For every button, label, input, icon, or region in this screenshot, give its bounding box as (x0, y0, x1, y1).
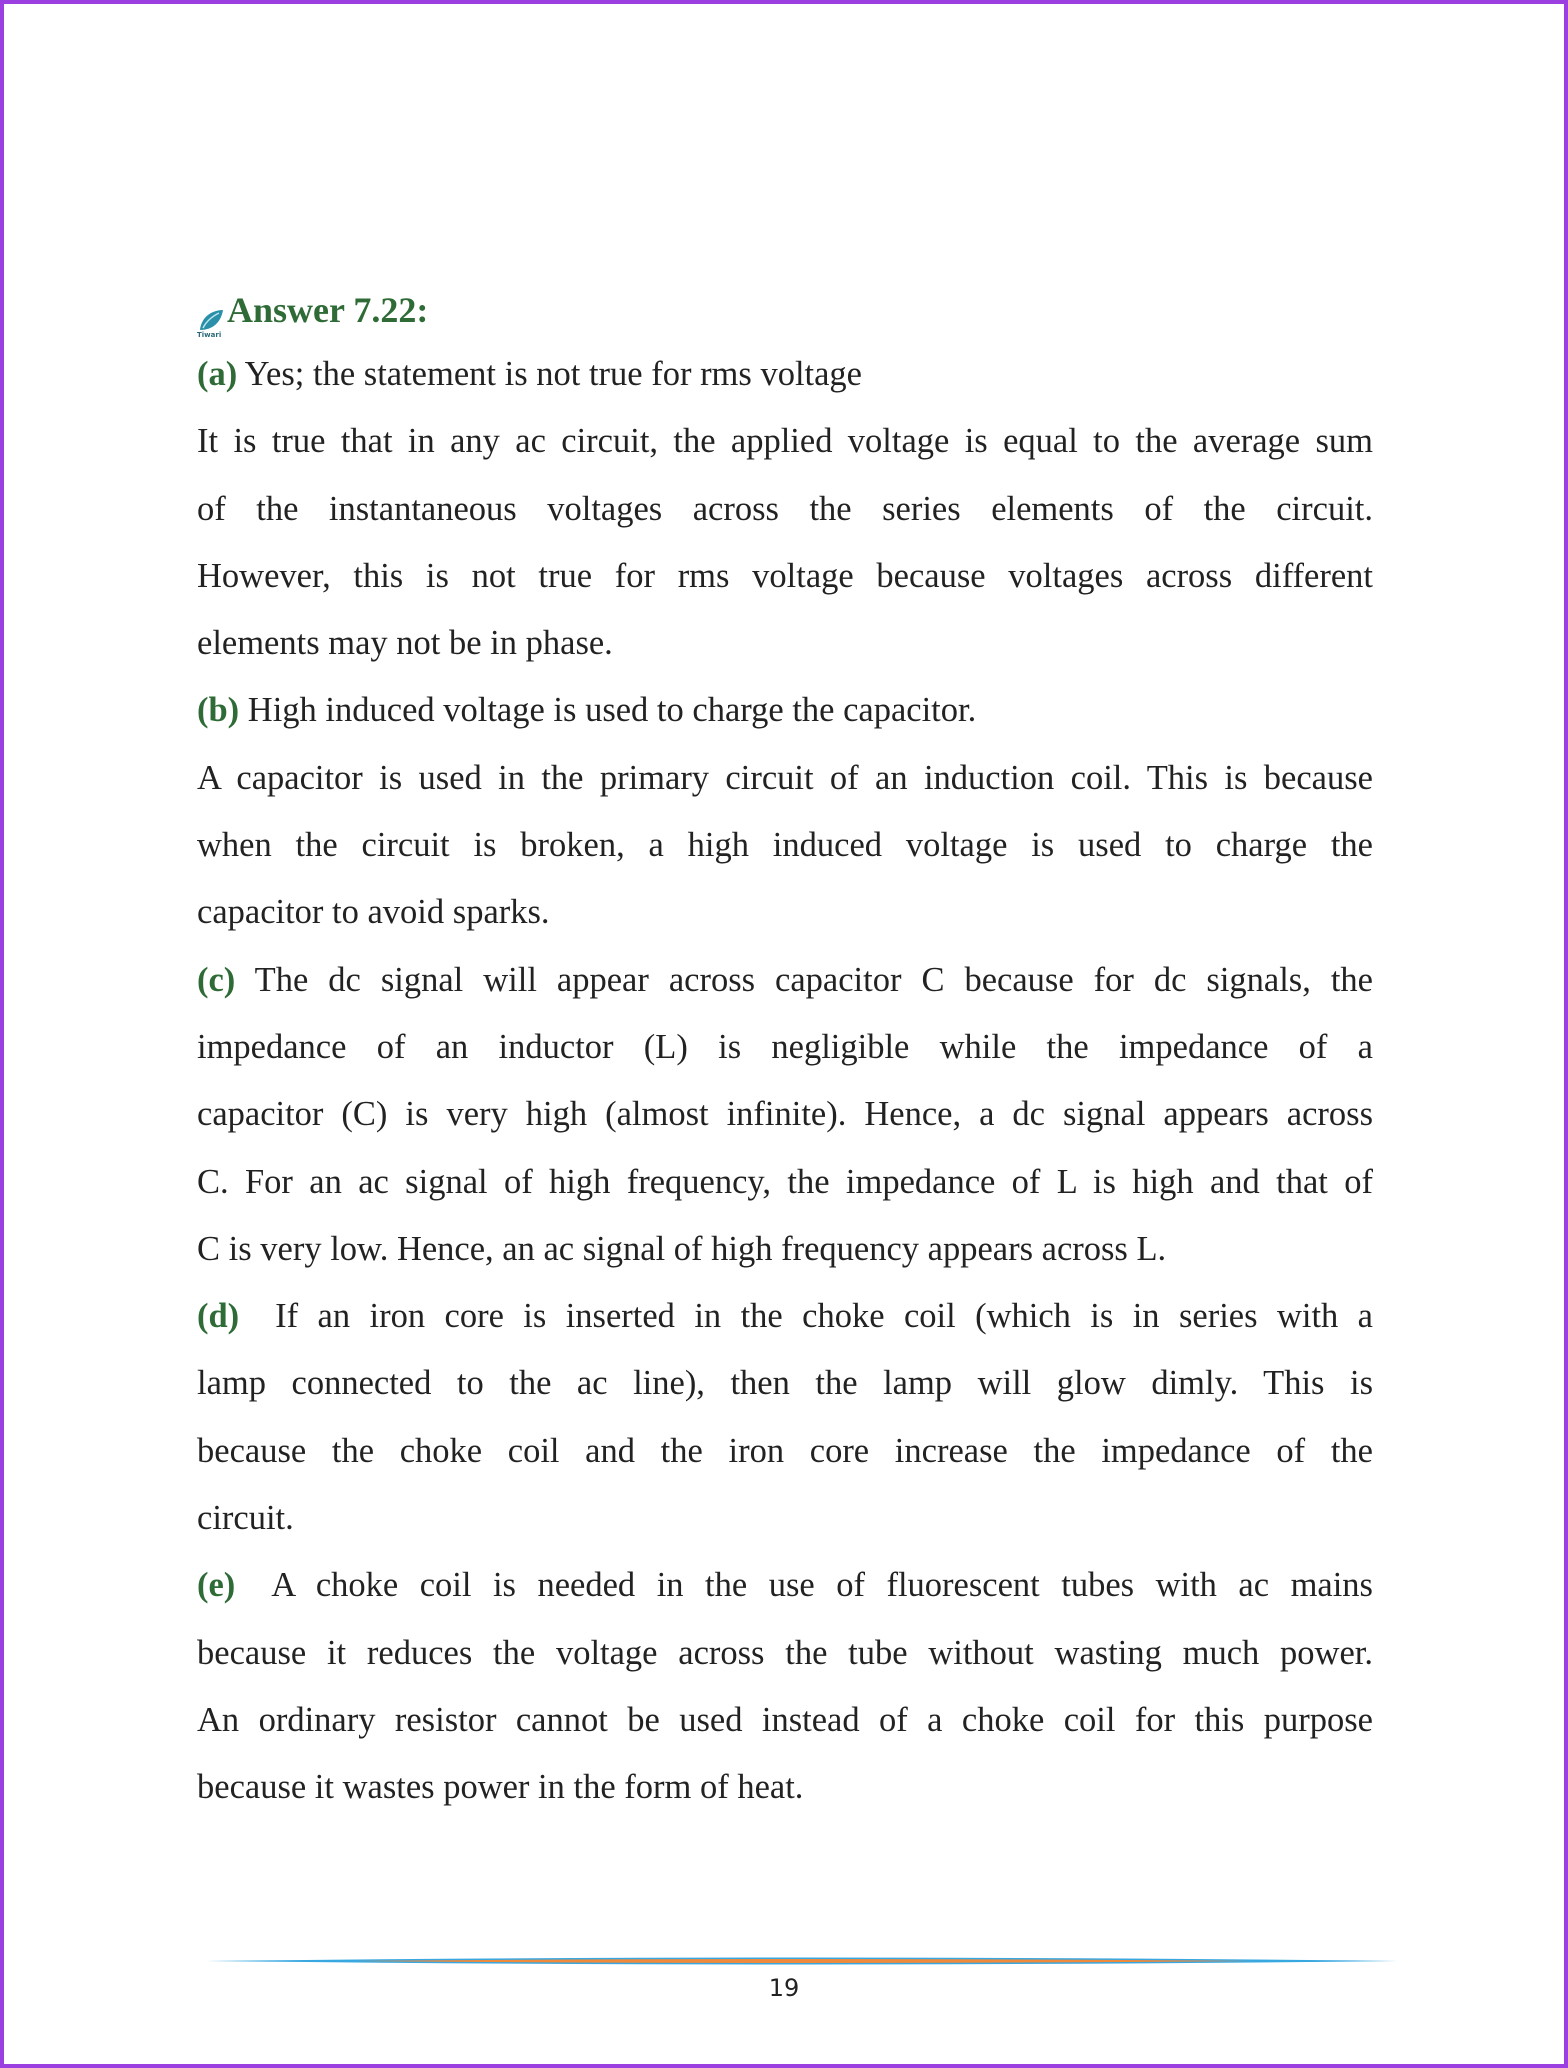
part-label: (c) (197, 960, 236, 999)
answer-heading (197, 279, 1373, 341)
text-line (197, 1216, 1373, 1283)
text-line (197, 812, 1373, 879)
text-line (197, 1485, 1373, 1552)
answer-sections (197, 341, 1373, 1822)
line-text: capacitor (C) is very high (almost infinite). Hence, a dc signal appears across (197, 1095, 1373, 1134)
text-line (197, 1418, 1373, 1485)
text-line (197, 341, 1373, 408)
text-line (197, 476, 1373, 543)
line-text: circuit. (197, 1499, 294, 1538)
text-line (197, 1620, 1373, 1687)
line-text: It is true that in any ac circuit, the applied voltage is equal to the average sum (197, 422, 1373, 461)
line-text: because it reduces the voltage across the tube without wasting much power. (197, 1633, 1373, 1672)
answer-content (197, 279, 1373, 1822)
line-text: A capacitor is used in the primary circuit of an induction coil. This is because (197, 758, 1373, 797)
text-line (197, 1081, 1373, 1148)
text-line (197, 879, 1373, 946)
text-line (197, 543, 1373, 610)
page-number: 19 (768, 1974, 800, 2002)
part-label: (e) (197, 1566, 236, 1605)
line-text: capacitor to avoid sparks. (197, 893, 550, 932)
line-text: C. For an ac signal of high frequency, the impedance of L is high and that of (197, 1162, 1373, 1201)
line-text: Yes; the statement is not true for rms voltage (244, 355, 862, 393)
text-line (197, 1754, 1373, 1821)
line-text: of the instantaneous voltages across the series elements of the circuit. (197, 489, 1373, 528)
line-text: A choke coil is needed in the use of fluorescent tubes with ac mains (271, 1566, 1373, 1605)
text-line (197, 1149, 1373, 1216)
svg-text:Tiwari: Tiwari (197, 331, 222, 338)
line-text: impedance of an inductor (L) is negligible while the impedance of a (197, 1027, 1373, 1066)
answer-title: Answer 7.22: (227, 290, 429, 330)
text-line (197, 947, 1373, 1014)
text-line (197, 610, 1373, 677)
text-line (197, 1687, 1373, 1754)
part-label: (d) (197, 1297, 240, 1336)
text-line (197, 1552, 1373, 1619)
line-text: If an iron core is inserted in the choke coil (which is in series with a (275, 1297, 1373, 1336)
text-line (197, 745, 1373, 812)
line-text: High induced voltage is used to charge the capacitor. (247, 691, 977, 730)
part-label: (b) (197, 691, 240, 730)
line-text: when the circuit is broken, a high induced voltage is used to charge the (197, 826, 1373, 865)
line-text: because it wastes power in the form of heat. (197, 1768, 804, 1807)
text-line (197, 1283, 1373, 1350)
footer-divider (206, 1956, 1402, 1966)
text-line (197, 1350, 1373, 1417)
line-text: An ordinary resistor cannot be used instead of a choke coil for this purpose (197, 1700, 1373, 1739)
part-label: (a) (197, 355, 238, 393)
text-line (197, 677, 1373, 744)
text-line (197, 408, 1373, 475)
line-text: because the choke coil and the iron core increase the impedance of the (197, 1431, 1373, 1470)
line-text: elements may not be in phase. (197, 624, 613, 663)
line-text: However, this is not true for rms voltage because voltages across different (197, 556, 1373, 595)
text-line (197, 1014, 1373, 1081)
line-text: lamp connected to the ac line), then the lamp will glow dimly. This is (197, 1364, 1373, 1403)
line-text: The dc signal will appear across capacitor C because for dc signals, the (254, 960, 1373, 999)
tiwari-logo-icon (197, 295, 225, 338)
line-text: C is very low. Hence, an ac signal of high frequency appears across L. (197, 1229, 1167, 1268)
